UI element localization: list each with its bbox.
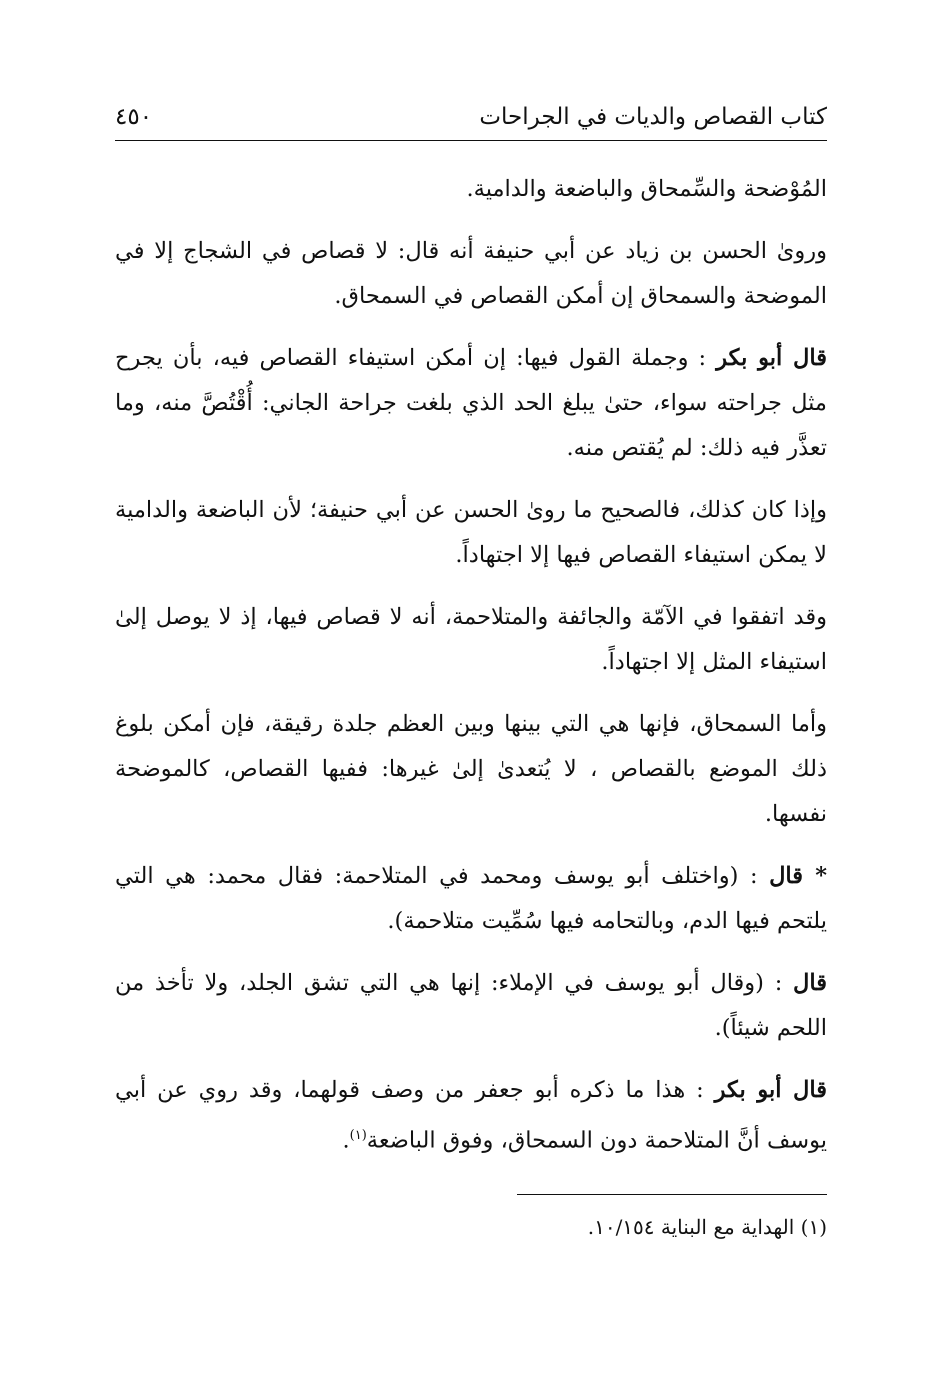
paragraph-text: : (وقال أبو يوسف في الإملاء: إنها هي التي تشق الجلد، ولا تأخذ من اللحم شيئاً). <box>115 970 827 1041</box>
paragraph-text: وأما السمحاق، فإنها هي التي بينها وبين العظم جلدة رقيقة، فإن أمكن بلوغ ذلك الموضع بالقصاص ، لا يُتعدىٰ إلىٰ غيرها: ففيها القصاص، كالموضحة نفسها. <box>115 711 827 827</box>
speaker-lead: قال <box>793 970 827 996</box>
paragraph-text: المُوْضحة والسِّمحاق والباضعة والدامية. <box>466 176 827 202</box>
footnote-reference[interactable]: (١) <box>349 1128 367 1143</box>
paragraph <box>115 488 827 578</box>
paragraph-text: وإذا كان كذلك، فالصحيح ما روىٰ الحسن عن أبي حنيفة؛ لأن الباضعة والدامية لا يمكن استيفاء القصاص فيها إلا اجتهاداً. <box>115 497 827 568</box>
footnote: (١) الهداية مع البناية ١٠/١٥٤. <box>587 1214 827 1239</box>
page-header <box>115 100 827 141</box>
paragraph-text: وروىٰ الحسن بن زياد عن أبي حنيفة أنه قال: لا قصاص في الشجاج إلا في الموضحة والسمحاق إن أمكن القصاص في السمحاق. <box>115 238 827 309</box>
paragraph-text: : هذا ما ذكره أبو جعفر من وصف قولهما، وقد روي عن أبي يوسف أنَّ المتلاحمة دون السمحاق، وفوق الباضعة <box>115 1077 827 1154</box>
paragraph-text: : (واختلف أبو يوسف ومحمد في المتلاحمة: فقال محمد: هي التي يلتحم فيها الدم، وبالتحامه فيها سُمِّيت متلاحمة). <box>115 863 827 934</box>
speaker-lead: * قال <box>769 863 828 889</box>
paragraph <box>115 1068 827 1164</box>
page-number: ٤٥٠ <box>115 104 153 130</box>
paragraph <box>115 595 827 685</box>
footnote-separator <box>517 1194 827 1195</box>
paragraph <box>115 961 827 1051</box>
paragraph <box>115 229 827 319</box>
running-title: كتاب القصاص والديات في الجراحات <box>479 104 827 130</box>
paragraph-tail: . <box>342 1127 350 1154</box>
main-text <box>115 167 827 1164</box>
paragraph <box>115 702 827 837</box>
paragraph <box>115 167 827 212</box>
speaker-lead: قال أبو بكر <box>714 1077 827 1103</box>
paragraph <box>115 854 827 944</box>
speaker-lead: قال أبو بكر <box>716 345 827 371</box>
paragraph-text: وقد اتفقوا في الآمّة والجائفة والمتلاحمة، أنه لا قصاص فيها، إذ لا يوصل إلىٰ استيفاء المثل إلا اجتهاداً. <box>115 604 827 675</box>
paragraph <box>115 336 827 471</box>
paragraph-text: : وجملة القول فيها: إن أمكن استيفاء القصاص فيه، بأن يجرح مثل جراحته سواء، حتىٰ يبلغ الحد الذي بلغت جراحة الجاني: أُقْتُصَّ منه، وما تعذَّر فيه ذلك: لم يُقتص منه. <box>115 345 827 461</box>
book-page <box>115 100 827 1243</box>
